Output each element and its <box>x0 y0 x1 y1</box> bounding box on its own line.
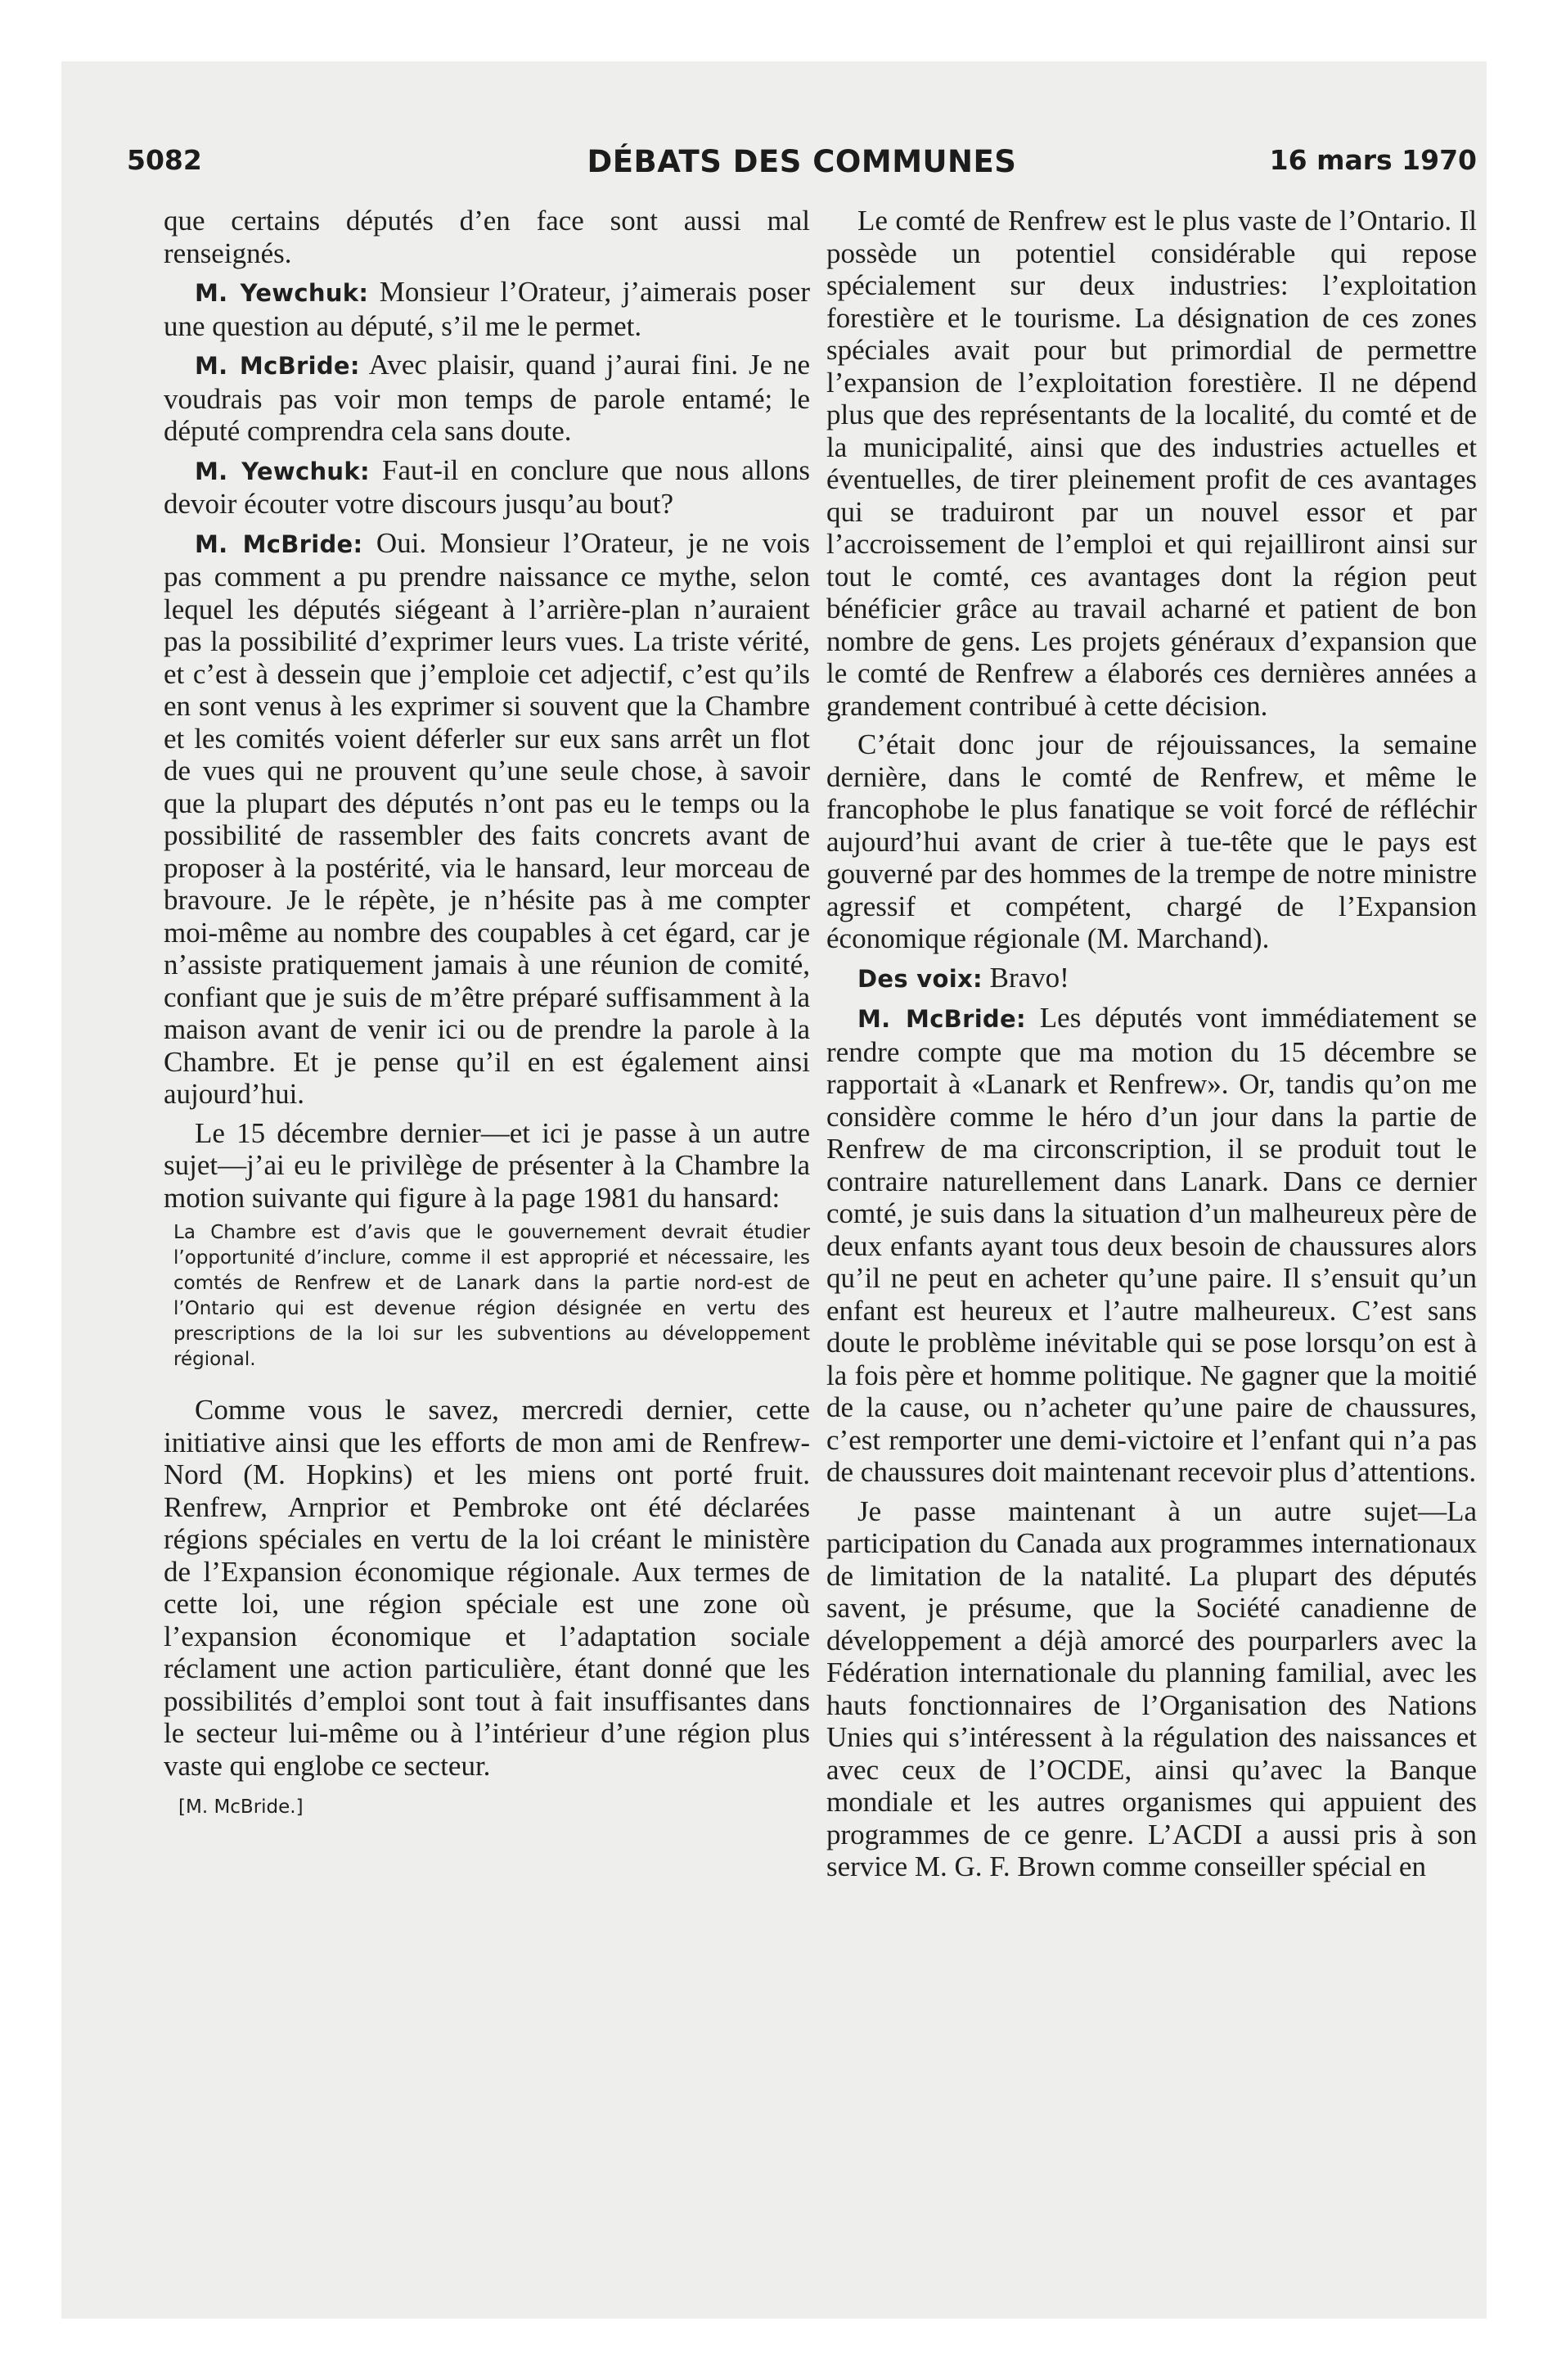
speaker-name: Des voix: <box>857 964 983 993</box>
speech-paragraph <box>164 276 810 342</box>
speaker-name: M. McBride: <box>195 530 363 558</box>
motion-quote: La Chambre est d’avis que le gouvernement devrait étudier l’opportunité d’inclure, comme il est approprié et nécessaire, les comtés de Renfrew et de Lanark dans la partie nord-est de l’Ontario qui est devenue région désignée en vertu des prescriptions de la loi sur les subventions au développement régional. <box>173 1222 810 1370</box>
paragraph: que certains députés d’en face sont aussi mal renseignés. <box>164 205 810 269</box>
paragraph: Le comté de Renfrew est le plus vaste de l’Ontario. Il possède un potentiel considérable qui repose spécialement sur deux industries: l’exploitation forestière et le tourisme. La désignation de ces zones spéciales avait pour but primordial de permettre l’expansion de l’exploitation forestière. Il ne dépend plus que des représentants de la localité, du comté et de la municipalité, ainsi que des industries actuelles et éventuelles, de tirer pleinement profit de ces avantages qui se traduiront par un nouvel essor et par l’accroissement de l’emploi et qui rejailliront ainsi sur tout le comté, ces avantages dont la région peut bénéficier grâce au travail acharné et patient de bon nombre de gens. Les projets généraux d’expansion que le comté de Renfrew a élaborés ces dernières années a grandement contribué à cette décision. <box>826 205 1477 722</box>
speech-text: Oui. Monsieur l’Orateur, je ne vois pas comment a pu prendre naissance ce mythe, selon lequel les députés siégeant à l’arrière-plan n’auraient pas la possibilité d’exprimer leurs vues. La triste vérité, et c’est à dessein que j’emploie cet adjectif, c’est qu’ils en sont venus à les exprimer si souvent que la Chambre et les comités voient déferler sur eux sans arrêt un flot de vues qui ne prouvent qu’une seule chose, à savoir que la plupart des députés n’ont pas eu le temps ou la possibilité de rassembler des faits concrets avant de proposer à la postérité, via le hansard, leur morceau de bravoure. Je le répète, je n’hésite pas à me compter moi-même au nombre des coupables à cet égard, car je n’assiste pratiquement jamais à une réunion de comité, confiant que je suis de m’être préparé suffisamment à la maison avant de venir ici ou de prendre la parole à la Chambre. Et je pense qu’il en est également ainsi aujourd’hui. <box>164 526 810 1110</box>
page-date: 16 mars 1970 <box>1269 144 1477 176</box>
speech-text: Faut-il en conclure que nous allons devoir écouter votre discours jusqu’au bout? <box>164 453 810 520</box>
speaker-name: M. Yewchuk: <box>195 457 370 485</box>
page-title: DÉBATS DES COMMUNES <box>587 144 1017 179</box>
paragraph: Je passe maintenant à un autre sujet—La participation du Canada aux programmes internationaux de limitation de la natalité. La plupart des députés savent, je présume, que la Société canadienne de développement a déjà amorcé des pourparlers avec la Fédération internationale du planning familial, avec les hauts fonctionnaires de l’Organisation des Nations Unies qui s’intéressent à la régulation des naissances et avec ceux de l’OCDE, ainsi qu’avec la Banque mondiale et les autres organismes qui appuient des programmes de ce genre. L’ACDI a aussi pris à son service M. G. F. Brown comme conseiller spécial en <box>826 1494 1477 1882</box>
left-column <box>164 205 810 1824</box>
paragraph: C’était donc jour de réjouissances, la semaine dernière, dans le comté de Renfrew, et même le francophobe le plus fanatique se voit forcé de réfléchir aujourd’hui avant de crier à tue-tête que le pays est gouverné par des hommes de la trempe de notre ministre agressif et compétent, chargé de l’Expansion économique régionale (M. Marchand). <box>826 728 1477 954</box>
page-header <box>127 144 1477 187</box>
right-column <box>826 205 1477 1890</box>
speech-paragraph <box>164 527 810 1111</box>
speaker-name: M. Yewchuk: <box>195 279 369 307</box>
speaker-name: M. McBride: <box>857 1005 1026 1033</box>
paragraph: Le 15 décembre dernier—et ici je passe à un autre sujet—j’ai eu le privilège de présenter à la Chambre la motion suivante qui figure à la page 1981 du hansard: <box>164 1116 810 1214</box>
speech-paragraph <box>826 1002 1477 1489</box>
page-number: 5082 <box>127 144 202 176</box>
speech-text: Bravo! <box>982 961 1069 994</box>
speech-text: Les députés vont immédiatement se rendre compte que ma motion du 15 décembre se rapportait à «Lanark et Renfrew». Or, tandis qu’on me considère comme le héro d’un jour dans la partie de Renfrew de ma circonscription, il se produit tout le contraire naturellement dans Lanark. Dans ce dernier comté, je suis dans la situation d’un malheureux père de deux enfants ayant tous deux besoin de chaussures alors qu’il ne peut en acheter qu’une paire. Il s’ensuit qu’un enfant est heureux et l’autre malheureux. C’est sans doute le problème inévitable qui se pose lorsqu’on est à la fois père et homme politique. Ne gagner que la moitié de la cause, ou n’acheter qu’une paire de chaussures, c’est remporter une demi-victoire et l’enfant qui n’a pas de chaussures doit maintenant recevoir plus d’attentions. <box>826 1002 1477 1488</box>
speech-paragraph <box>164 454 810 521</box>
speech-paragraph <box>164 349 810 448</box>
speech-text: Monsieur l’Orateur, j’aimerais poser une question au député, s’il me le permet. <box>164 276 810 342</box>
paragraph: Comme vous le savez, mercredi dernier, cette initiative ainsi que les efforts de mon ami de Renfrew-Nord (M. Hopkins) et les miens ont porté fruit. Renfrew, Arnprior et Pembroke ont été déclarées régions spéciales en vertu de la loi créant le ministère de l’Expansion économique régionale. Aux termes de cette loi, une région spéciale est une zone où l’expansion économique et l’adaptation sociale réclament une action particulière, étant donné que les possibilités d’emploi sont tout à fait insuffisantes dans le secteur lui-même ou à l’intérieur d’une région plus vaste qui englobe ce secteur. <box>164 1394 810 1782</box>
speech-text: Avec plaisir, quand j’aurai fini. Je ne voudrais pas voir mon temps de parole entamé; le député comprendra cela sans doute. <box>164 349 810 447</box>
speaker-name: M. McBride: <box>195 352 360 380</box>
speech-paragraph <box>826 962 1477 996</box>
speaker-signature: [M. McBride.] <box>178 1796 304 1818</box>
